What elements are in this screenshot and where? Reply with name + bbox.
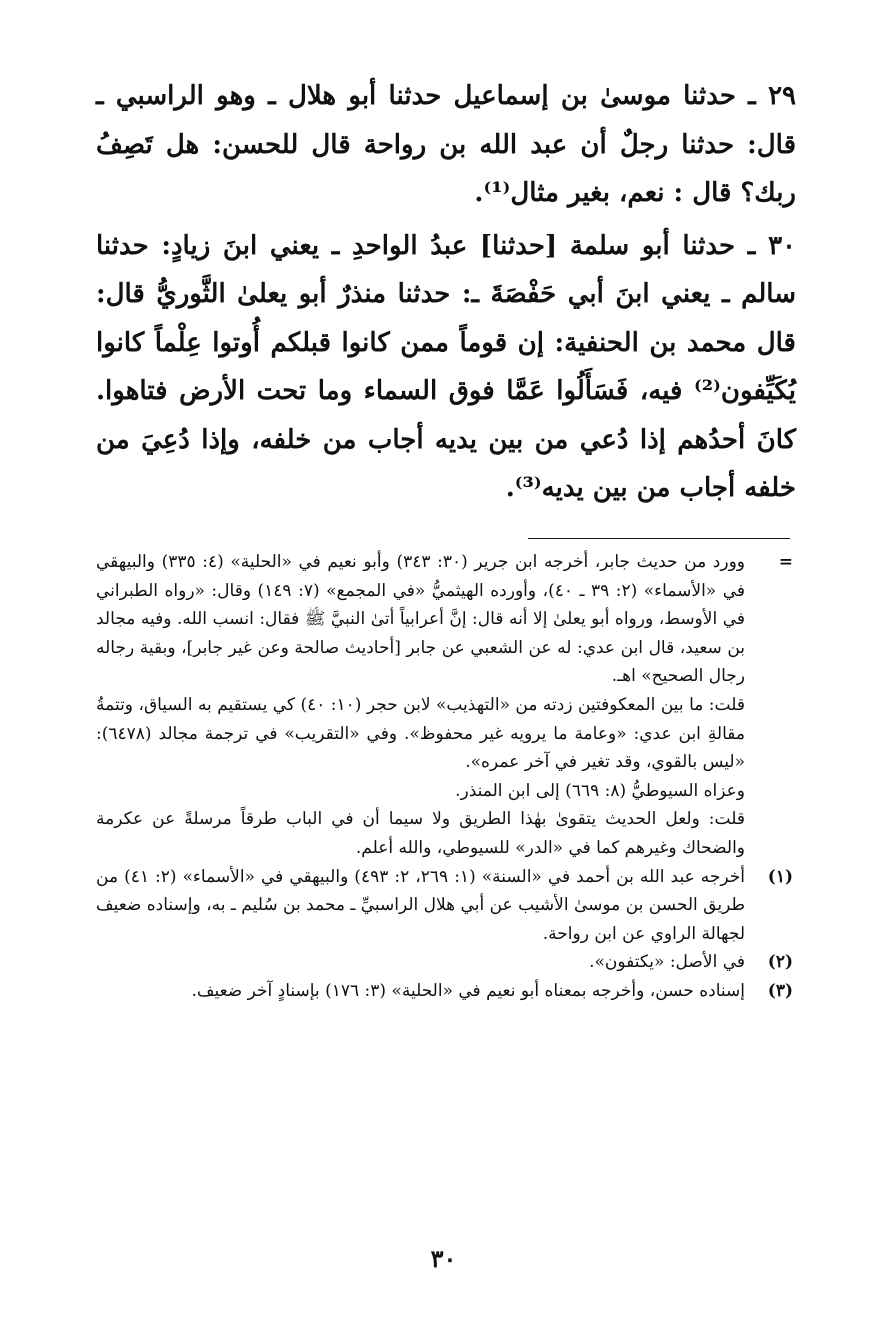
footnote-paragraph: إسناده حسن، وأخرجه بمعناه أبو نعيم في «الحلية» (٣: ١٧٦) بإسنادٍ آخر ضعيف. [191, 980, 745, 1001]
footnote-paragraph: قلت: ما بين المعكوفتين زدته من «التهذيب» لابن حجر (١٠: ٤٠) كي يستقيم به السياق، وتتمةُ مقالةِ ابن عدي: «وعامة ما يرويه غير محفوظ». وفي «التقريب» في ترجمة مجالد (٦٤٧٨): «ليس بالقوي، وقد تغير في آخر عمره». [96, 694, 745, 773]
footnote-body [96, 548, 745, 863]
footnote-mark: (٣) [767, 980, 793, 1001]
footnotes [96, 548, 793, 1006]
footnote-body [96, 977, 745, 1006]
page-number: ٣٠ [430, 1244, 457, 1273]
footnote-paragraph: وورد من حديث جابر، أخرجه ابن جرير (٣٠: ٣٤٣) وأبو نعيم في «الحلية» (٤: ٣٣٥) والبيهقي في «الأسماء» (٢: ٣٩ ـ ٤٠)، وأورده الهيثميُّ «في المجمع» (٧: ١٤٩) وقال: «رواه الطبراني في الأوسط، ورواه أبو يعلىٰ إلا أنه قال: إنَّ أعرابياً أتىٰ النبيَّ ﷺ فقال: انسب الله. وفيه مجالد بن سعيد، قال ابن عدي: له عن الشعبي عن جابر [أحاديث صالحة وعن غير جابر]، وبقية رجاله رجال الصحيح» اهـ. [96, 552, 746, 687]
footnote-paragraph: أخرجه عبد الله بن أحمد في «السنة» (١: ٢٦٩، ٢: ٤٩٣) والبيهقي في «الأسماء» (٢: ٤١) من طريق الحسن بن موسىٰ الأشيب عن أبي هلال الراسبيِّ ـ محمد بن سُليم ـ به، وإسناده ضعيف لجهالة الراوي عن ابن رواحة. [96, 866, 745, 944]
footnote-1 [96, 863, 793, 949]
footnote-paragraph: في الأصل: «يكتفون». [589, 952, 745, 973]
footnote-3 [96, 977, 793, 1006]
footnote-continued [96, 548, 793, 863]
footnote-mark: = [778, 552, 793, 572]
hadith-29: ٢٩ ـ حدثنا موسىٰ بن إسماعيل حدثنا أبو هلال ـ وهو الراسبي ـ قال: حدثنا رجلٌ أن عبد الله بن رواحة قال للحسن: هل تَصِفُ ربك؟ قال : نعم، بغير مثال⁽¹⁾. [96, 81, 796, 208]
footnote-mark: (١) [767, 866, 793, 887]
footnote-mark: (٢) [767, 952, 793, 973]
footnote-2 [96, 948, 793, 977]
footnote-paragraph: قلت: ولعل الحديث يتقوىٰ بهٰذا الطريق ولا سيما أن في الباب طرقاً مرسلةً عن عكرمة والضحاك وغيرهم كما في «الدر» للسيوطي، والله أعلم. [96, 809, 745, 858]
hadith-30: ٣٠ ـ حدثنا أبو سلمة [حدثنا] عبدُ الواحدِ ـ يعني ابنَ زيادٍ: حدثنا سالم ـ يعني ابنَ أبي حَفْصَةَ ـ: حدثنا منذرٌ أبو يعلىٰ الثَّوريُّ قال: قال محمد بن الحنفية: إن قوماً ممن كانوا قبلكم أُوتوا عِلْماً كانوا يُكَيِّفون⁽²⁾ فيه، فَسَأَلُوا عَمَّا فوق السماء وما تحت الأرض فتاهوا. كانَ أحدُهم إذا دُعي من بين يديه أجاب من خلفه، وإذا دُعِيَ من خلفه أجاب من بين يديه⁽³⁾. [96, 230, 796, 503]
footnote-paragraph: وعزاه السيوطيُّ (٨: ٦٦٩) إلى ابن المنذر. [455, 780, 745, 801]
main-text [96, 72, 796, 517]
footnote-body [96, 948, 745, 977]
footnote-divider [528, 538, 790, 539]
footnote-body [96, 863, 745, 949]
